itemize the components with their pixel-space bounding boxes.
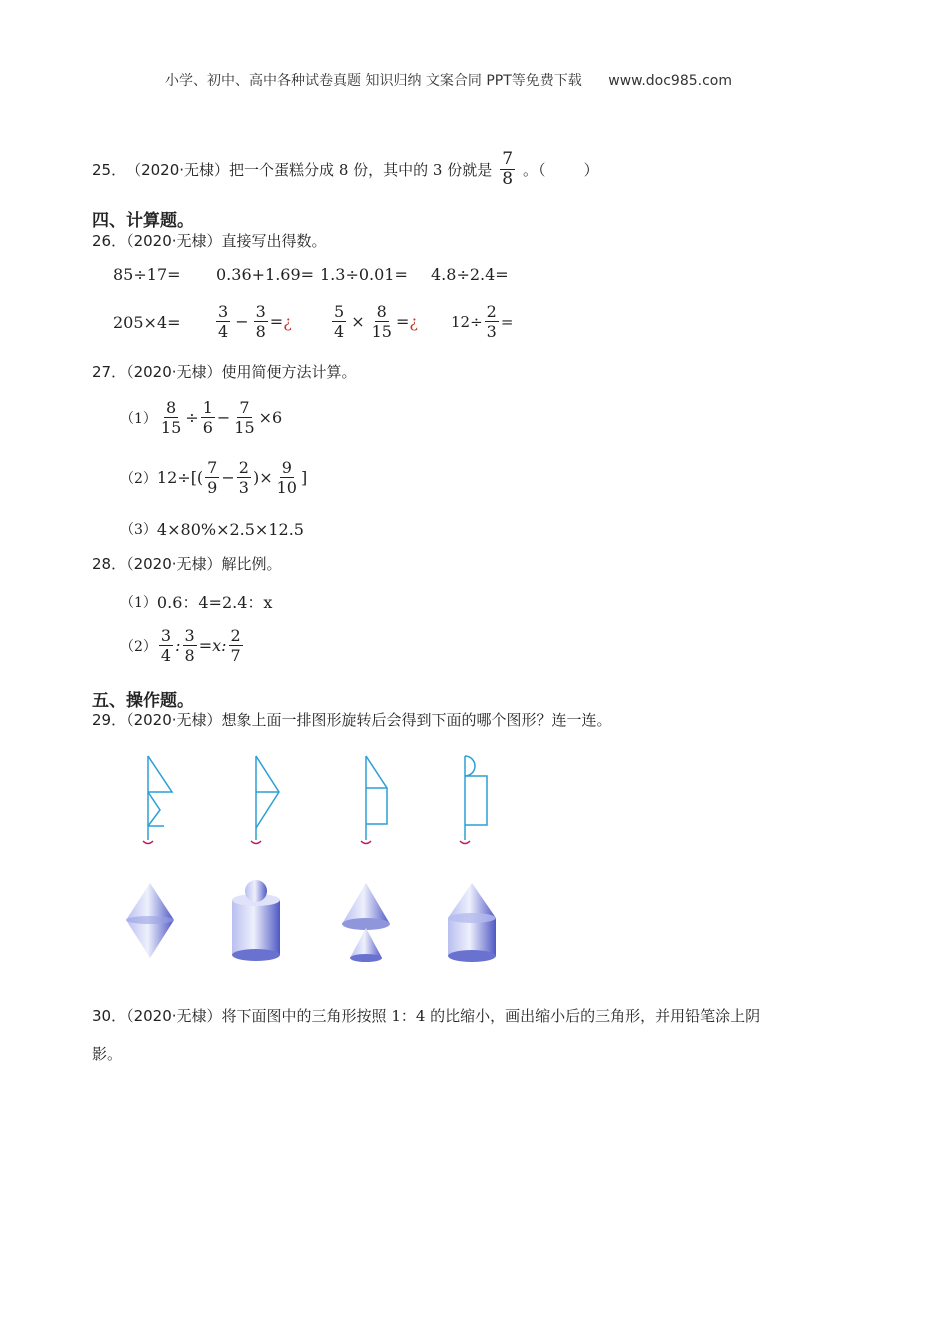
page-header [165,70,732,90]
q25-fraction: $\frac{7}{8}$ [502,149,514,189]
q29-source: （2020·无棣） [126,711,222,729]
q26-item-6: $\frac{3}{4}$ − $\frac{3}{8}$ = ¿ [218,302,292,341]
q26-item-3: 1.3÷0.01= [320,265,408,284]
planar-shape-kite[interactable] [251,756,279,844]
q27-part-1: （1） $\frac{8}{15}$ ÷ $\frac{1}{6}$ − $\frac{7}{15}$ × 6 [120,398,283,437]
q29-figures [110,748,530,973]
header-site: www.doc985.com [608,73,732,89]
q30-source: （2020·无棣） [126,1007,222,1025]
q26-item-4: 4.8÷2.4= [431,265,509,284]
q27-source: （2020·无棣） [126,363,222,381]
q27-part-3: （3） 4×80%×2.5×12.5 [120,519,304,539]
q26-source: （2020·无棣） [126,232,222,250]
q25-tail: 。（ [523,160,546,179]
q26-item-8: 12÷ $\frac{2}{3}$ = [451,302,514,341]
solid-two-cones[interactable] [342,883,390,962]
planar-shape-triangle-rectangle[interactable] [361,756,387,844]
q28-part-1: （1） 0.6：4=2.4：x [120,593,273,612]
q26-number: 26． [92,232,127,250]
question-25 [92,150,599,189]
solid-cone-cylinder[interactable] [448,883,496,962]
question-29 [92,710,612,730]
q27-part-2: （2） 12÷[( $\frac{7}{9}$ − $\frac{2}{3}$ )× $\frac{9}{10}$ ] [120,458,308,497]
q26-text: 直接写出得数。 [221,232,327,250]
header-text: 小学、初中、高中各种试卷真题 知识归纳 文案合同 PPT等免费下载 [165,73,582,89]
q29-number: 29． [92,711,127,729]
question-27 [92,362,357,382]
q30-text: 将下面图中的三角形按照 1：4 的比缩小，画出缩小后的三角形，并用铅笔涂上阴 [221,1007,761,1025]
question-28 [92,554,282,574]
q28-part-2: （2） $\frac{3}{4}$ : $\frac{3}{8}$ =x: $\frac{2}{7}$ [120,626,241,665]
q25-text: 把一个蛋糕分成 8 份，其中的 3 份就是 [229,160,493,179]
q25-number: 25． [92,160,127,179]
planar-shape-semicircle-rectangle[interactable] [460,756,487,844]
q27-text: 使用简便方法计算。 [221,363,357,381]
q26-item-2: 0.36+1.69= [216,265,315,284]
q28-text: 解比例。 [221,555,282,573]
solid-double-cone[interactable] [126,883,174,958]
q26-item-5: 205×4= [113,313,181,332]
q25-close: ） [583,160,599,179]
q25-source: （2020·无棣） [126,160,230,179]
q30-text-continued: 影。 [92,1045,123,1063]
solid-cylinder-sphere[interactable] [232,880,280,961]
section-5-title: 五、操作题。 [92,691,194,711]
q30-number: 30． [92,1007,127,1025]
question-30 [92,1006,760,1026]
q28-number: 28． [92,555,127,573]
planar-shape-two-triangles[interactable] [143,756,172,844]
q29-text: 想象上面一排图形旋转后会得到下面的哪个图形？连一连。 [221,711,612,729]
q26-item-7: $\frac{5}{4}$ × $\frac{8}{15}$ = ¿ [334,302,418,341]
section-4-title: 四、计算题。 [92,211,194,231]
question-26 [92,231,327,251]
q28-source: （2020·无棣） [126,555,222,573]
q27-number: 27． [92,363,127,381]
q26-item-1: 85÷17= [113,265,181,284]
